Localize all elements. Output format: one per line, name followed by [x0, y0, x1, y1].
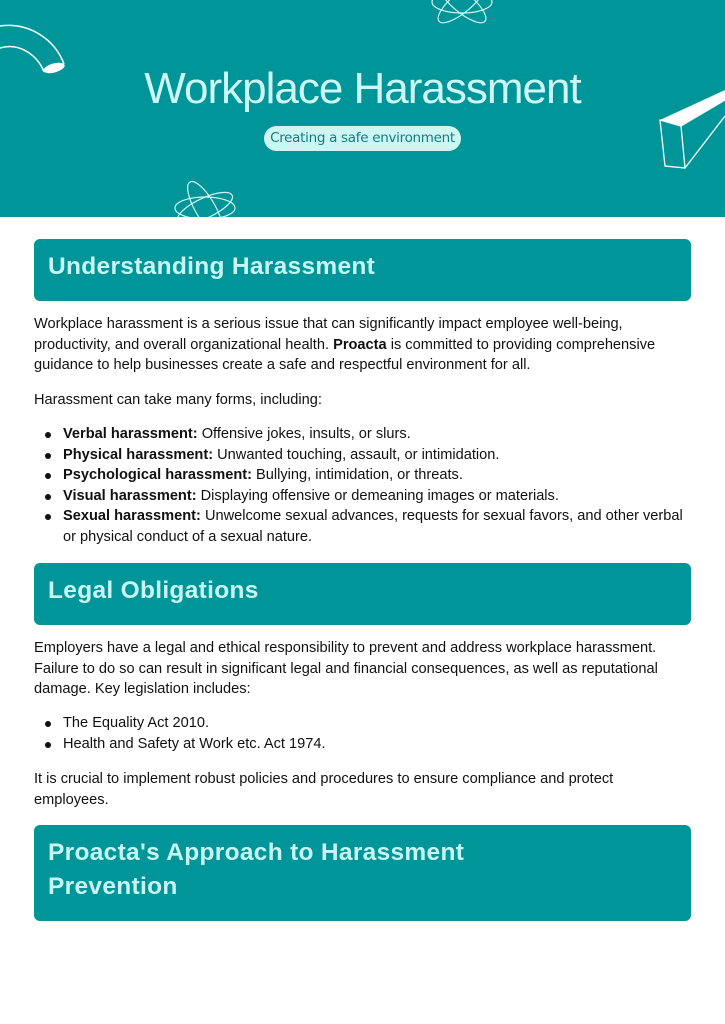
section-heading-legal: Legal Obligations — [34, 563, 691, 625]
bullet-icon — [45, 453, 51, 459]
legal-paragraph: Employers have a legal and ethical responsibility to prevent and address workplace harassment. Failure to do so can result in significant legal and financial consequences, as well as reputational damage. Key legislation includes: — [34, 640, 658, 697]
list-item-text: Displaying offensive or demeaning images or materials. — [196, 487, 559, 504]
atom-orbit-icon — [425, 0, 500, 30]
bullet-icon — [45, 514, 51, 520]
bullet-icon — [45, 742, 51, 748]
intro-text-cont: is committed to providing comprehensive guidance to help businesses create a safe and respectful environment for all. — [34, 336, 656, 373]
list-item — [44, 424, 694, 445]
list-item — [44, 486, 694, 507]
hero-banner — [0, 0, 725, 217]
bullet-icon — [45, 473, 51, 479]
harassment-types-list — [44, 424, 694, 547]
list-item-text: Unwanted touching, assault, or intimidation. — [213, 446, 500, 463]
brand-name: Proacta — [333, 336, 387, 353]
heading-line: Proacta's Approach to Harassment — [48, 839, 465, 866]
list-item — [44, 506, 694, 547]
list-item — [44, 465, 694, 486]
section-heading-understanding: Understanding Harassment — [34, 239, 691, 301]
compliance-paragraph: It is crucial to implement robust policies and procedures to ensure compliance and protect employees. — [34, 771, 614, 808]
atom-orbit-icon — [168, 178, 243, 217]
list-item-text: The Equality Act 2010. — [63, 715, 210, 731]
bullet-icon — [45, 721, 51, 727]
list-item — [44, 445, 694, 466]
list-item — [44, 713, 694, 734]
subtitle-badge: Creating a safe environment — [264, 126, 461, 151]
list-item-term: Physical harassment: — [63, 446, 214, 463]
intro-paragraph — [34, 314, 684, 376]
heading-line: Prevention — [48, 873, 178, 900]
list-item-term: Sexual harassment: — [63, 508, 201, 524]
bullet-icon — [45, 432, 51, 438]
list-item-term: Psychological harassment: — [63, 467, 252, 483]
list-item-term: Visual harassment: — [63, 487, 197, 504]
page-title: Workplace Harassment — [144, 64, 581, 113]
list-item-text: Unwelcome sexual advances, requests for sexual favors, and other verbal or physical conduct of a sexual nature. — [63, 508, 683, 545]
section-heading-approach — [34, 825, 691, 921]
intro-text: Workplace harassment is a serious issue that can significantly impact employee well-being, productivity, and overall organizational health. — [34, 316, 623, 353]
list-item-term: Verbal harassment: — [63, 426, 198, 442]
list-item-text: Bullying, intimidation, or threats. — [251, 467, 463, 483]
forms-lead: Harassment can take many forms, including: — [34, 392, 322, 408]
legislation-list — [44, 713, 694, 754]
bullet-icon — [45, 494, 51, 500]
list-item — [44, 734, 694, 755]
list-item-text: Offensive jokes, insults, or slurs. — [197, 426, 411, 442]
list-item-text: Health and Safety at Work etc. Act 1974. — [63, 735, 326, 752]
